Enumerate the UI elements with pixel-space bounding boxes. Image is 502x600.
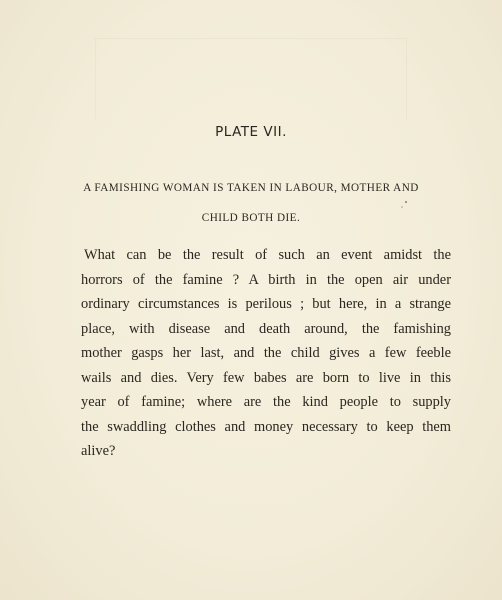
body-line: What can be the result of such an event amidst the [84, 247, 451, 263]
paper-speck [405, 201, 407, 203]
body-line: mother gasps her last, and the child gives a few feeble [81, 345, 451, 361]
heading-line: A FAMISHING WOMAN IS TAKEN IN LABOUR, MOTHER AND [83, 182, 419, 194]
body-line: year of famine; where are the kind people to supply [81, 394, 451, 410]
body-line: the swaddling clothes and money necessary to keep them [81, 418, 451, 435]
body-line: alive? [81, 443, 116, 459]
body-line: wails and dies. Very few babes are born to live in this [81, 369, 451, 386]
heading-line: CHILD BOTH DIE. [201, 212, 301, 224]
plate-title: PLATE VII. [215, 124, 287, 140]
paper-speck [401, 206, 403, 208]
body-line: ordinary circumstances is perilous ; but here, in a strange [81, 296, 451, 312]
body-line: place, with disease and death around, the famishing [81, 320, 451, 337]
body-line: horrors of the famine ? A birth in the open air under [81, 271, 451, 288]
